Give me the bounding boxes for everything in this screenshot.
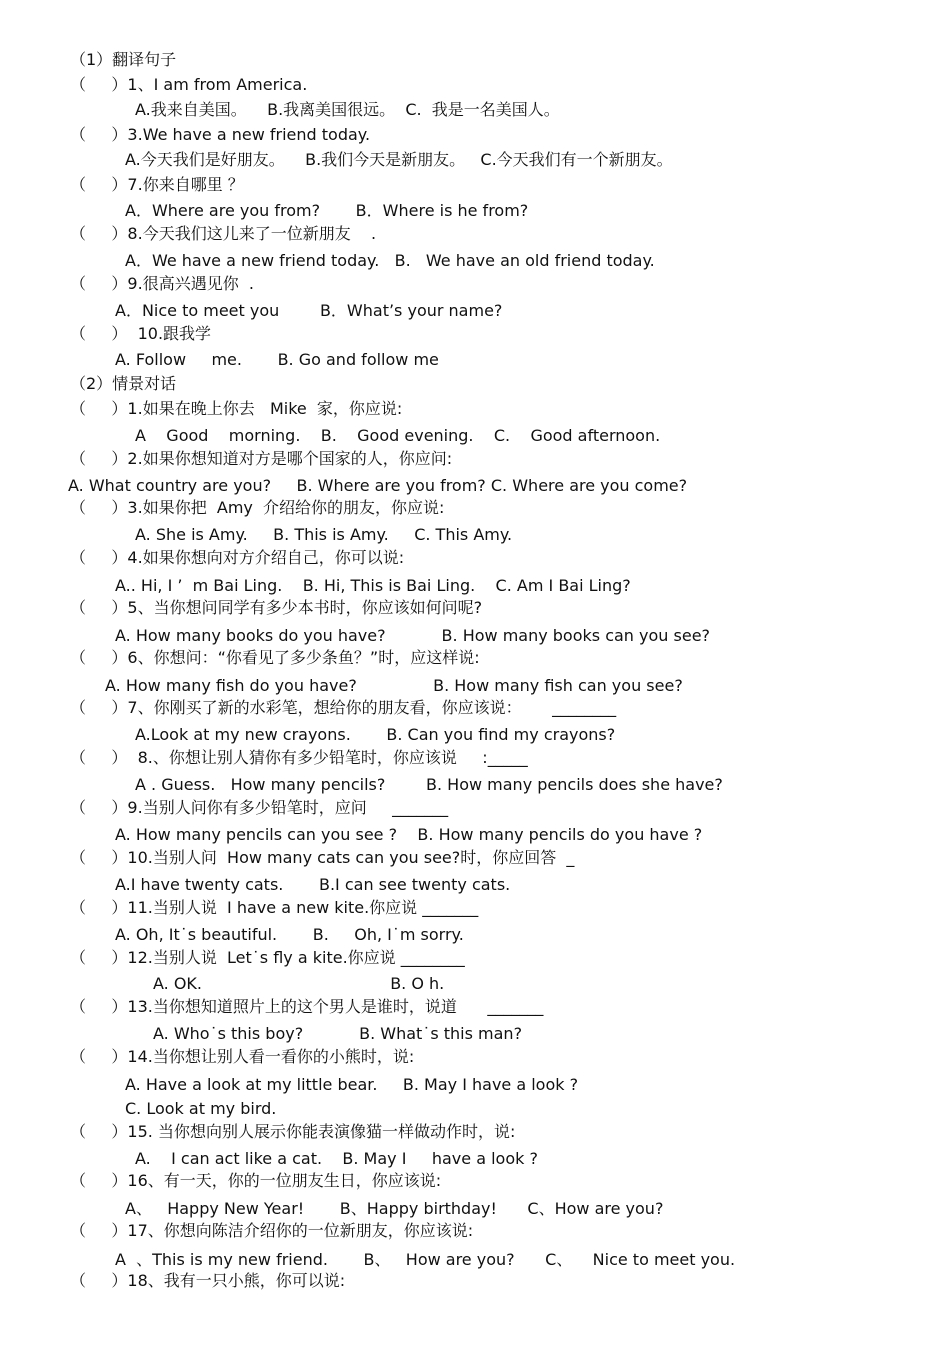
options-line: A．Where are you from? B．Where is he from?	[125, 201, 529, 220]
options-line: A. Have a look at my little bear. B. May I have a look ?	[125, 1075, 579, 1094]
options-line: A Good morning. B. Good evening. C. Good afternoon.	[135, 426, 661, 445]
options-line: A. I can act like a cat. B. May I have a look ?	[135, 1149, 538, 1168]
question-line: （ ）3.We have a new friend today.	[70, 125, 371, 144]
options-line: A.今天我们是好朋友。 B.我们今天是新朋友。 C.今天我们有一个新朋友。	[125, 150, 673, 169]
question-line: （ ）16、有一天，你的一位朋友生日，你应该说:	[70, 1171, 442, 1190]
question-line: （ ）9.当别人问你有多少铅笔时，应问 _______	[70, 798, 449, 817]
options-line: A 、This is my new friend. B、 How are you? C、 Nice to meet you.	[115, 1250, 736, 1269]
options-line: A. How many books do you have? B. How many books can you see?	[115, 626, 711, 645]
section-heading: （1）翻译句子	[70, 50, 177, 69]
question-line: （ ）1.如果在晚上你去 Mike 家，你应说:	[70, 399, 403, 418]
options-line: A. Oh, It˙s beautiful. B. Oh, I˙m sorry.	[115, 925, 464, 944]
section-heading: （2）情景对话	[70, 374, 177, 393]
options-line: A、 Happy New Year! B、Happy birthday! C、How are you?	[125, 1199, 664, 1218]
question-line: （ ）4.如果你想向对方介绍自己，你可以说:	[70, 548, 405, 567]
options-line: A.. Hi, I ’ m Bai Ling. B. Hi, This is Bai Ling. C. Am I Bai Ling?	[115, 576, 631, 595]
question-line: （ ）15. 当你想向别人展示你能表演像猫一样做动作时，说:	[70, 1122, 516, 1141]
options-line: C. Look at my bird.	[125, 1099, 277, 1118]
options-line: A.Look at my new crayons. B. Can you find my crayons?	[135, 725, 616, 744]
question-line: （ ）13.当你想知道照片上的这个男人是谁时，说道 _______	[70, 997, 544, 1016]
options-line: A . Guess. How many pencils? B. How many pencils does she have?	[135, 775, 723, 794]
options-line: A. Who˙s this boy? B. What˙s this man?	[153, 1024, 523, 1043]
question-line: （ ）6、你想问：“你看见了多少条鱼？”时，应这样说:	[70, 648, 480, 667]
question-line: （ ）14.当你想让别人看一看你的小熊时，说:	[70, 1047, 415, 1066]
question-line: （ ）7、你刚买了新的水彩笔，想给你的朋友看，你应该说： ________	[70, 698, 617, 717]
options-line: A. How many pencils can you see ? B. How many pencils do you have ?	[115, 825, 703, 844]
question-line: （ ）10.当别人问 How many cats can you see?时，你应回答 _	[70, 848, 575, 867]
question-line: （ ）18、我有一只小熊，你可以说:	[70, 1271, 346, 1290]
question-line: （ ）9.很高兴遇见你 .	[70, 274, 254, 293]
options-line: A. What country are you? B. Where are you from? C. Where are you come?	[68, 476, 688, 495]
options-line: A．Nice to meet you B．What’s your name?	[115, 301, 503, 320]
options-line: A. Follow me. B. Go and follow me	[115, 350, 439, 369]
options-line: A.我来自美国。 B.我离美国很远。 C. 我是一名美国人。	[135, 100, 560, 119]
question-line: （ ）7.你来自哪里 ？	[70, 175, 244, 194]
options-line: A. OK. B. O h.	[153, 974, 445, 993]
question-line: （ ）5、当你想问同学有多少本书时，你应该如何问呢?	[70, 598, 483, 617]
options-line: A.I have twenty cats. B.I can see twenty cats.	[115, 875, 511, 894]
question-line: （ ） 8.、你想让别人猜你有多少铅笔时，你应该说 :_____	[70, 748, 528, 767]
question-line: （ ）11.当别人说 I have a new kite.你应说 _______	[70, 898, 479, 917]
question-line: （ ） 10.跟我学	[70, 324, 212, 343]
question-line: （ ）3.如果你把 Amy 介绍给你的朋友，你应说:	[70, 498, 445, 517]
question-line: （ ）12.当别人说 Let˙s fly a kite.你应说 ________	[70, 948, 465, 967]
options-line: A．We have a new friend today. B. We have an old friend today.	[125, 251, 655, 270]
question-line: （ ）1、I am from America.	[70, 75, 308, 94]
question-line: （ ）17、你想向陈洁介绍你的一位新朋友，你应该说:	[70, 1221, 474, 1240]
question-line: （ ）2.如果你想知道对方是哪个国家的人，你应问:	[70, 449, 453, 468]
question-line: （ ）8.今天我们这儿来了一位新朋友 .	[70, 224, 377, 243]
options-line: A. She is Amy. B. This is Amy. C. This Amy.	[135, 525, 513, 544]
options-line: A. How many fish do you have? B. How many fish can you see?	[105, 676, 683, 695]
